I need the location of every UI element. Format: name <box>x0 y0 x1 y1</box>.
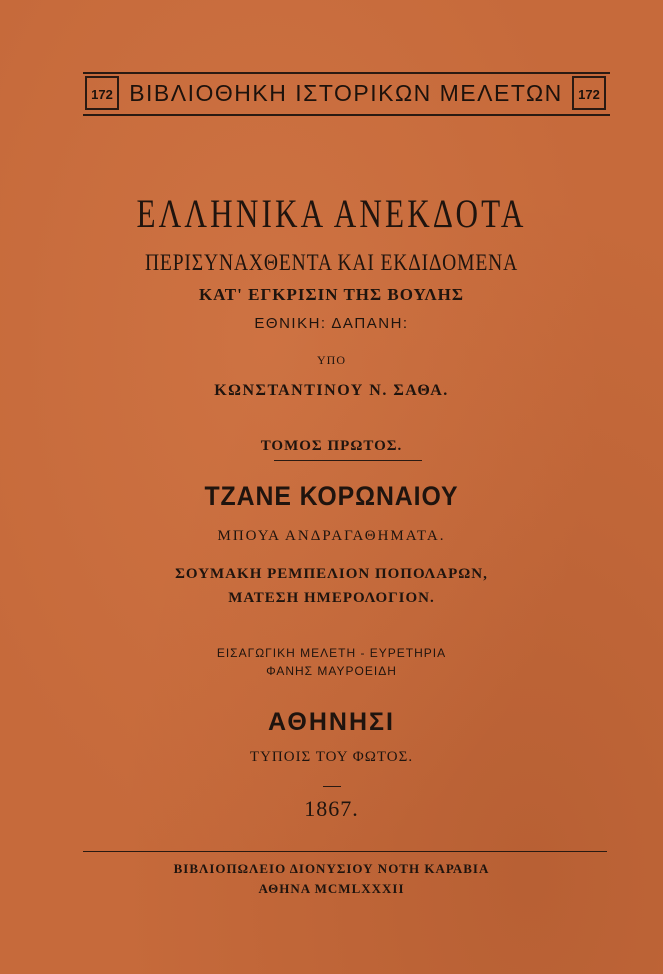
introduction-author: ΦΑΝΗΣ ΜΑΥΡΟΕΙΔΗ <box>266 664 397 678</box>
series-title: ΒΙΒΛΙΟΘΗΚΗ ΙΣΤΟΡΙΚΩΝ ΜΕΛΕΤΩΝ <box>129 80 563 106</box>
introduction-label: ΕΙΣΑΓΩΓΙΚΗ ΜΕΛΕΤΗ - ΕΥΡΕΤΗΡΙΑ <box>216 646 447 660</box>
series-rule-bottom <box>83 114 610 116</box>
imprint-year: 1867. <box>304 796 359 821</box>
volume-underline <box>274 460 422 461</box>
publisher-place-year: ΑΘΗΝΑ ΜCMLXXXII <box>258 881 405 896</box>
year-ornament-rule <box>323 786 341 787</box>
subtitle-collected: ΠΕΡΙΣΥΝΑΧΘΕΝΤΑ ΚΑΙ ΕΚΔΙΔΟΜΕΝΑ <box>144 250 519 275</box>
imprint-place: ΑΘΗΝΗΣΙ <box>268 708 395 736</box>
series-rule-top <box>83 72 610 74</box>
work-subtitle-3: ΜΑΤΕΣΗ ΗΜΕΡΟΛΟΓΙΟΝ. <box>228 590 435 606</box>
series-number-left: 172 <box>85 76 119 110</box>
work-title: ΤΖΑΝΕ ΚΟΡΩΝΑΙΟΥ <box>204 481 459 511</box>
volume-label: ΤΟΜΟΣ ΠΡΩΤΟΣ. <box>260 438 403 454</box>
series-number-right: 172 <box>572 76 606 110</box>
author-name: ΚΩΝΣΤΑΝΤΙΝΟΥ Ν. ΣΑΘΑ. <box>214 382 449 399</box>
publisher-rule <box>83 851 607 852</box>
subtitle-approval: ΚΑΤ' ΕΓΚΡΙΣΙΝ ΤΗΣ ΒΟΥΛΗΣ <box>198 285 465 304</box>
publisher-name: ΒΙΒΛΙΟΠΩΛΕΙΟ ΔΙΟΝΥΣΙΟΥ ΝΟΤΗ ΚΑΡΑΒΙΑ <box>173 861 490 876</box>
subtitle-expense: ΕΘΝΙΚΗ: ΔΑΠΑΝΗ: <box>254 315 409 332</box>
by-label: ΥΠΟ <box>317 353 346 367</box>
imprint-printer: ΤΥΠΟΙΣ ΤΟΥ ΦΩΤΟΣ. <box>249 749 414 765</box>
main-title: ΕΛΛΗΝΙΚΑ ΑΝΕΚΔΟΤΑ <box>136 191 527 236</box>
work-subtitle-2: ΣΟΥΜΑΚΗ ΡΕΜΠΕΛΙΟΝ ΠΟΠΟΛΑΡΩΝ, <box>175 566 488 582</box>
work-subtitle-1: ΜΠΟΥΑ ΑΝΔΡΑΓΑΘΗΜΑΤΑ. <box>217 528 446 544</box>
